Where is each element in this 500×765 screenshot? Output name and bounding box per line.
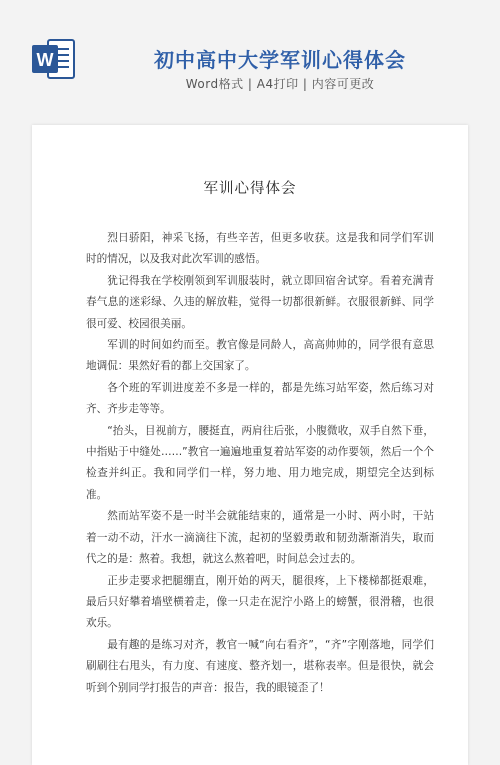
paragraph: 正步走要求把腿绷直，刚开始的两天，腿很疼，上下楼梯都挺艰难，最后只好攀着墙壁横着走，像一只走在泥泞小路上的螃蟹，很滑稽，也很欢乐。	[86, 574, 434, 630]
word-icon-letter: W	[36, 50, 54, 70]
document-body	[86, 228, 434, 699]
header-banner	[0, 0, 500, 110]
word-document-icon	[31, 38, 75, 80]
document-title: 军训心得体会	[203, 181, 297, 197]
paragraph: 烈日骄阳，神采飞扬，有些辛苦，但更多收获。这是我和同学们军训时的情况，以及我对此次军训的感悟。	[86, 232, 434, 266]
paragraph: “抬头，目视前方，腰挺直，两肩往后张，小腹微收，双手自然下垂，中指贴于中缝处……”教官一遍遍地重复着站军姿的动作要领，然后一个个检查并纠正。我和同学们一样，努力地、用力地完成，期望完全达到标准。	[86, 424, 434, 501]
page-title: 初中高中大学军训心得体会	[154, 48, 406, 72]
page-subtitle: Word格式 | A4打印 | 内容可更改	[185, 77, 375, 91]
paragraph: 犹记得我在学校刚领到军训服装时，就立即回宿舍试穿。看着充满青春气息的迷彩绿、久违的解放鞋，觉得一切都很新鲜。衣服很新鲜、同学很可爱、校园很美丽。	[86, 274, 434, 330]
paragraph: 各个班的军训进度差不多是一样的，都是先练习站军姿，然后练习对齐、齐步走等等。	[86, 381, 434, 416]
document-page	[32, 125, 468, 765]
paragraph: 最有趣的是练习对齐，教官一喊“向右看齐”，“齐”字刚落地，同学们刷刷往右甩头，有力度、有速度、整齐划一，堪称表率。但是很快，就会听到个别同学打报告的声音：报告，我的眼镜歪了！	[86, 638, 434, 694]
paragraph: 军训的时间如约而至。教官像是同龄人，高高帅帅的，同学很有意思地调侃：果然好看的都上交国家了。	[86, 339, 434, 373]
paragraph: 然而站军姿不是一时半会就能结束的，通常是一小时、两小时，干站着一动不动，汗水一滴滴往下流，起初的坚毅勇敢和韧劲渐渐消失，取而代之的是：熬着。我想，就这么熬着吧，时间总会过去的。	[86, 510, 434, 566]
